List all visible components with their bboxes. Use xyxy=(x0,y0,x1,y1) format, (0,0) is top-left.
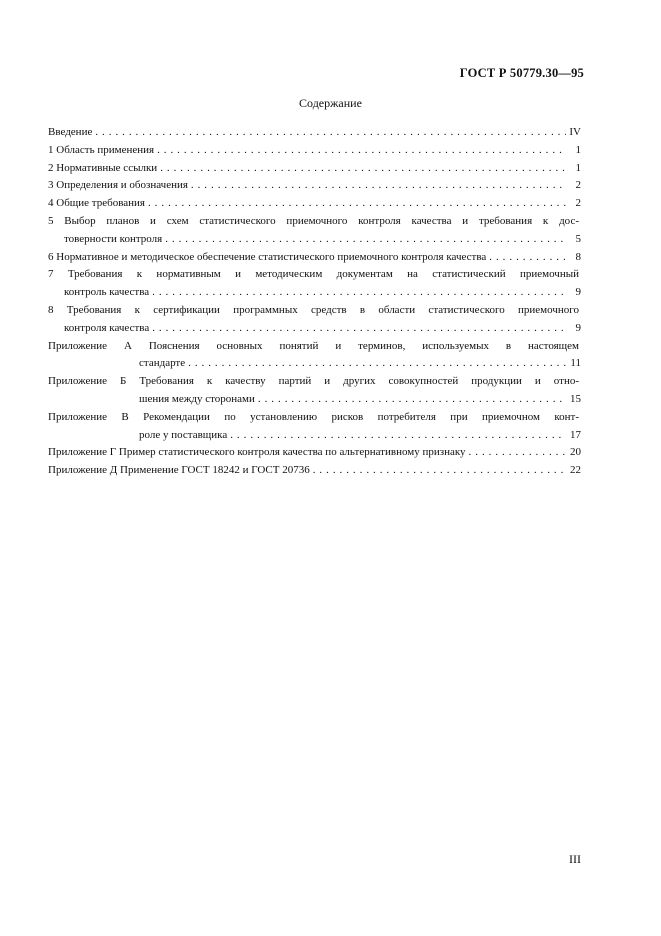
toc-entry-line xyxy=(48,124,581,142)
toc-entry-line xyxy=(48,302,581,320)
toc-leader-dots xyxy=(188,355,566,373)
toc-entry-line xyxy=(48,355,581,373)
toc-leader-dots xyxy=(160,160,566,178)
toc-entry-text: 5 Выбор планов и схем статистического приемочного контроля качества и требования к дос- xyxy=(48,214,579,227)
toc-entry-text: Приложение В Рекомендации по установлению рисков потребителя при приемочном конт- xyxy=(48,410,579,423)
toc-entry-text: Приложение Б Требования к качеству партий и других совокупностей продукции и отно- xyxy=(48,375,579,388)
toc-entry-text: контроля качества xyxy=(64,321,150,334)
toc-page-number: 9 xyxy=(575,321,581,334)
toc-title: Содержание xyxy=(299,96,362,110)
toc-entry-text: 8 Требования к сертификации программных средств в области статистического приемочного xyxy=(48,303,579,316)
toc-entry-text: 7 Требования к нормативным и методическим документам на статистический приемочный xyxy=(48,268,579,281)
toc-entry-text: 6 Нормативное и методическое обеспечение статистического приемочного контроля качества xyxy=(48,250,487,263)
toc-leader-dots xyxy=(157,142,566,160)
toc-entry-line xyxy=(48,409,581,427)
toc-entry-line xyxy=(48,462,581,480)
toc-leader-dots xyxy=(258,391,566,409)
toc-page-number: 11 xyxy=(570,357,581,370)
toc-page-number: 2 xyxy=(575,197,581,210)
toc-page-number: 1 xyxy=(575,161,581,174)
toc-leader-dots xyxy=(95,124,566,142)
page-number: III xyxy=(569,852,581,866)
toc-leader-dots xyxy=(152,284,566,302)
toc-leader-dots xyxy=(152,320,566,338)
toc-entry-line xyxy=(48,444,581,462)
toc-entry-line xyxy=(48,427,581,445)
toc-entry-line xyxy=(48,177,581,195)
toc-leader-dots xyxy=(165,231,566,249)
toc-entry-line xyxy=(48,195,581,213)
toc-leader-dots xyxy=(469,444,566,462)
toc-entry-text: Приложение А Пояснения основных понятий и терминов, используемых в настоящем xyxy=(48,339,579,352)
toc-page-number: 22 xyxy=(570,464,581,477)
toc-entry-line xyxy=(48,284,581,302)
toc-entry-text: шения между сторонами xyxy=(139,392,255,405)
toc-entry-text: 2 Нормативные ссылки xyxy=(48,161,158,174)
toc-entry-line xyxy=(48,266,581,284)
toc-entry-line xyxy=(48,213,581,231)
toc-entry-line xyxy=(48,142,581,160)
toc-page-number: IV xyxy=(569,126,581,138)
toc-entry-text: 1 Область применения xyxy=(48,143,155,156)
toc-entry-text: 4 Общие требования xyxy=(48,197,145,210)
toc-entry-line xyxy=(48,373,581,391)
toc-leader-dots xyxy=(489,249,566,267)
toc-page-number: 2 xyxy=(575,179,581,192)
toc-entry-line xyxy=(48,231,581,249)
toc-entry-text: Приложение Д Применение ГОСТ 18242 и ГОСТ 20736 xyxy=(48,464,310,477)
toc-entry-line xyxy=(48,160,581,178)
document-code: ГОСТ Р 50779.30—95 xyxy=(459,66,584,80)
toc-entry-line xyxy=(48,391,581,409)
toc-entry-line xyxy=(48,338,581,356)
toc-entry-text: Приложение Г Пример статистического контроля качества по альтернативному признаку xyxy=(48,446,466,459)
toc-entry-line xyxy=(48,320,581,338)
toc-entry-text: 3 Определения и обозначения xyxy=(48,179,188,192)
toc-page-number: 17 xyxy=(570,428,581,441)
toc-leader-dots xyxy=(230,427,566,445)
toc-page-number: 5 xyxy=(575,232,581,245)
toc-entry-text: контроль качества xyxy=(64,286,150,299)
toc-leader-dots xyxy=(191,177,566,195)
toc-page-number: 15 xyxy=(570,392,581,405)
toc-page-number: 9 xyxy=(575,286,581,299)
toc-entry-text: товерности контроля xyxy=(64,232,163,245)
table-of-contents xyxy=(48,124,581,480)
toc-page-number: 8 xyxy=(575,250,581,263)
toc-leader-dots xyxy=(313,462,566,480)
toc-page-number: 1 xyxy=(575,143,581,156)
toc-entry-text: стандарте xyxy=(139,357,186,370)
toc-entry-line xyxy=(48,249,581,267)
toc-page-number: 20 xyxy=(570,446,581,459)
toc-entry-text: роле у поставщика xyxy=(139,428,228,441)
toc-leader-dots xyxy=(148,195,566,213)
toc-entry-text: Введение xyxy=(48,126,93,138)
